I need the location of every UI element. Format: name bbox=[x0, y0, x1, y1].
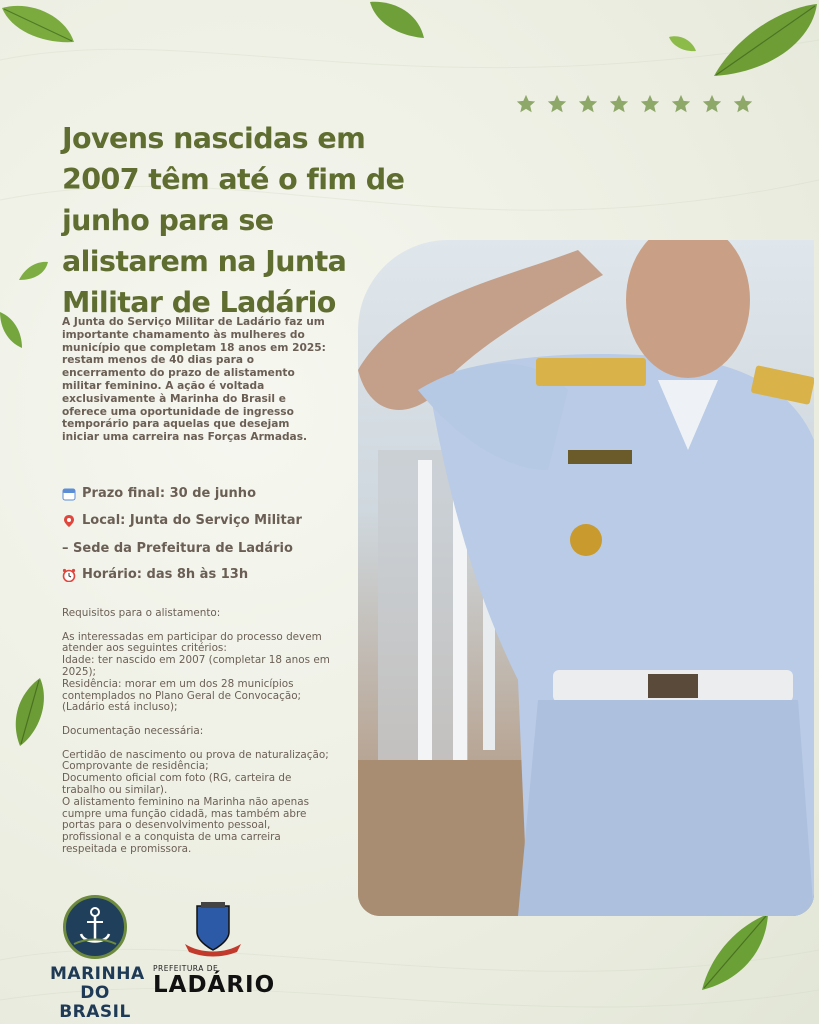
star-icon bbox=[670, 93, 692, 115]
leaf-decoration bbox=[700, 912, 770, 992]
ladario-logo bbox=[153, 900, 298, 997]
location-text-2: – Sede da Prefeitura de Ladário bbox=[62, 541, 293, 556]
marinha-logo bbox=[50, 895, 145, 1022]
deadline-text: Prazo final: 30 de junho bbox=[82, 486, 256, 501]
star-icon bbox=[608, 93, 630, 115]
leaf-decoration bbox=[18, 260, 50, 282]
star-icon bbox=[546, 93, 568, 115]
leaf-decoration bbox=[0, 310, 24, 350]
leaf-decoration bbox=[668, 34, 698, 54]
anchor-emblem bbox=[63, 895, 127, 959]
star-icon bbox=[577, 93, 599, 115]
headline: Jovens nascidas em 2007 têm até o fim de junho para se alistarem na Junta Militar de Ladário bbox=[62, 122, 405, 319]
intro-paragraph: A Junta do Serviço Militar de Ladário faz um importante chamamento às mulheres do município que completam 18 anos em 2025: restam menos de 40 dias para o encerramento do prazo de alistamento militar feminino. A ação é voltada exclusivamente à Marinha do Brasil e oferece uma oportunidade de ingresso temporário para aquelas que desejam iniciar uma carreira nas Forças Armadas. bbox=[62, 316, 326, 444]
leaf-decoration bbox=[712, 0, 819, 80]
leaf-decoration bbox=[368, 0, 428, 40]
leaf-decoration bbox=[0, 0, 80, 50]
ladario-prefeitura-label: PREFEITURA DE bbox=[153, 964, 219, 973]
star-icon bbox=[639, 93, 661, 115]
marinha-title-1: MARINHA bbox=[50, 964, 145, 984]
requirements-text: Requisitos para o alistamento: As interessadas em participar do processo devem atender aos seguintes critérios: Idade: ter nascido em 2007 (completar 18 anos em 2025); Residência: morar em um dos 28 municípios contemplados no Plano Geral de Convocação; (Ladário está incluso); Documentação necessária: Certidão de nascimento ou prova de naturalização; Comprovante de residência; Documento oficial com foto (RG, carteira de trabalho ou similar). O alistamento feminino na Marinha não apenas cumpre uma função cidadã, mas também abre portas para o desenvolvimento pessoal, profissional e a conquista de uma carreira respeitada e promissora. bbox=[62, 607, 330, 855]
star-icon bbox=[732, 93, 754, 115]
deadline-line bbox=[62, 486, 256, 501]
location-text: Local: Junta do Serviço Militar bbox=[82, 513, 302, 528]
location-line bbox=[62, 513, 302, 528]
leaf-decoration bbox=[10, 676, 48, 748]
pin-icon bbox=[62, 514, 76, 528]
anchor-icon bbox=[66, 898, 124, 956]
calendar-icon bbox=[62, 487, 76, 501]
ladario-name: LADÁRIO bbox=[153, 972, 276, 998]
star-icon bbox=[515, 93, 537, 115]
alarm-clock-icon bbox=[62, 568, 76, 582]
hours-line bbox=[62, 567, 248, 582]
hours-text: Horário: das 8h às 13h bbox=[82, 567, 249, 582]
star-row bbox=[515, 93, 754, 115]
ladario-crest-icon bbox=[183, 900, 243, 958]
officer-illustration bbox=[358, 240, 814, 916]
marinha-title-2: DO BRASIL bbox=[59, 983, 131, 1022]
star-icon bbox=[701, 93, 723, 115]
location-line-2 bbox=[62, 541, 293, 556]
officer-photo bbox=[358, 240, 814, 916]
